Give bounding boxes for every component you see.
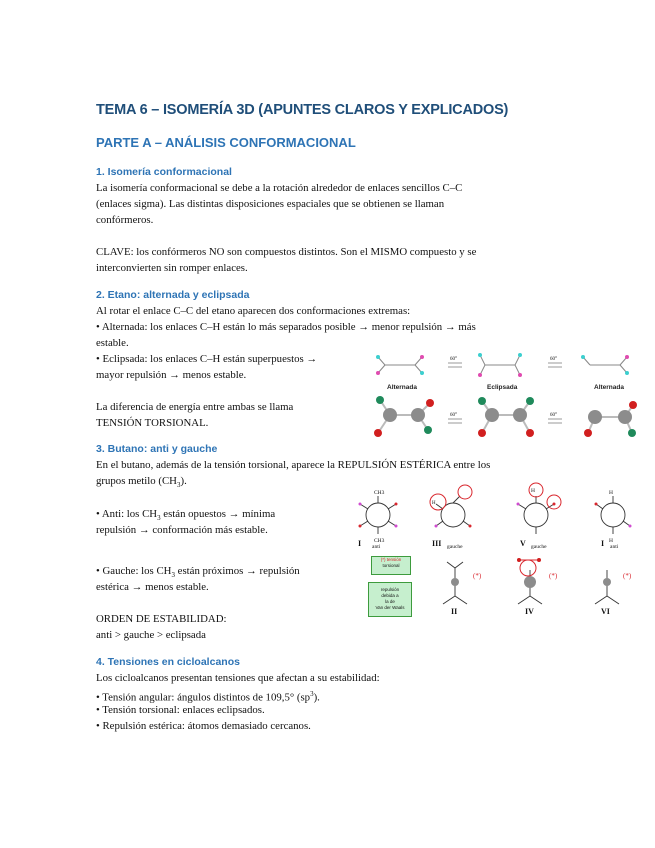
- bullet-esterica: • Repulsión estérica: átomos demasiado cercanos.: [96, 720, 311, 732]
- bullet-gauche: • Gauche: los $CH_3$ están próximos → repulsión: [96, 565, 300, 580]
- paragraph-line: TENSIÓN TORSIONAL.: [96, 417, 209, 429]
- paragraph-line: La isomería conformacional se debe a la rotación alrededor de enlaces sencillos C–C: [96, 182, 463, 194]
- legend-box-vdw: repulsión debida a la de Van der Waals: [368, 582, 412, 617]
- section-3-heading: 3. Butano: anti y gauche: [96, 443, 218, 455]
- atom-label: H: [609, 490, 613, 496]
- paragraph-line: Los cicloalcanos presentan tensiones que afectan a su estabilidad:: [96, 672, 380, 684]
- section-4-heading: 4. Tensiones en cicloalcanos: [96, 656, 240, 668]
- paragraph-line: confórmeros.: [96, 214, 154, 226]
- bullet-anti: • Anti: los $CH_3$ están opuestos → mínima: [96, 508, 276, 523]
- caption-eclipsada: Eclipsada: [487, 384, 518, 391]
- star-mark: (*): [473, 572, 482, 580]
- caption-alternada-1: Alternada: [387, 384, 417, 391]
- conformer-label: gauche: [447, 544, 463, 550]
- part-a-heading: PARTE A – ANÁLISIS CONFORMACIONAL: [96, 135, 356, 150]
- conformer-label: III: [432, 539, 442, 548]
- paragraph-line: estérica → menos estable.: [96, 581, 209, 593]
- bullet-torsional: • Tensión torsional: enlaces eclipsados.: [96, 704, 265, 716]
- paragraph-line: En el butano, además de la tensión torsional, aparece la REPULSIÓN ESTÉRICA entre los: [96, 459, 491, 471]
- rotation-label: 60°: [450, 357, 457, 362]
- document-title: TEMA 6 – ISOMERÍA 3D (APUNTES CLAROS Y EXPLICADOS): [96, 102, 509, 118]
- bullet-angular: • Tensión angular: ángulos distintos de 109,5° $(sp^3)$.: [96, 690, 320, 704]
- atom-label: H: [609, 538, 613, 544]
- butane-eclipsed-figure: [425, 556, 645, 618]
- atom-label: H: [531, 488, 535, 494]
- rotation-label: 60°: [550, 413, 557, 418]
- paragraph-line: Al rotar el enlace C–C del etano aparecen dos conformaciones extremas:: [96, 305, 411, 317]
- ethane-conformations-figure: [370, 345, 650, 443]
- conformer-label: I: [601, 539, 605, 548]
- paragraph-line: repulsión → conformación más estable.: [96, 524, 268, 536]
- conformer-label: gauche: [531, 544, 547, 550]
- paragraph-line: grupos metilo $(CH_3)$.: [96, 475, 187, 490]
- conformer-label: V: [520, 539, 526, 548]
- paragraph-line: (enlaces sigma). Las distintas disposiciones espaciales que se obtienen se llaman: [96, 198, 445, 210]
- paragraph-line: mayor repulsión → menos estable.: [96, 369, 247, 381]
- section-1-heading: 1. Isomería conformacional: [96, 166, 232, 178]
- stability-order-title: ORDEN DE ESTABILIDAD:: [96, 613, 227, 625]
- section-2-heading: 2. Etano: alternada y eclipsada: [96, 289, 250, 301]
- key-note-line: interconvierten sin romper enlaces.: [96, 262, 248, 274]
- conformer-label: I: [358, 539, 362, 548]
- stability-order: anti > gauche > eclipsada: [96, 629, 206, 641]
- caption-alternada-2: Alternada: [594, 384, 624, 391]
- conformer-label: IV: [525, 607, 534, 616]
- rotation-label: 60°: [450, 413, 457, 418]
- conformer-label: anti: [610, 544, 619, 550]
- atom-label: CH3: [374, 490, 385, 496]
- bullet-eclipsada: • Eclipsada: los enlaces C–H están superpuestos →: [96, 353, 318, 365]
- conformer-label: anti: [372, 544, 381, 550]
- conformer-label: VI: [601, 607, 610, 616]
- paragraph-line: La diferencia de energía entre ambas se llama: [96, 401, 294, 413]
- paragraph-line: estable.: [96, 337, 129, 349]
- atom-label: H: [432, 501, 436, 506]
- key-note-line: CLAVE: los confórmeros NO son compuestos distintos. Son el MISMO compuesto y se: [96, 246, 477, 258]
- butane-newman-figure: [348, 482, 648, 554]
- rotation-label: 60°: [550, 357, 557, 362]
- legend-box-torsional: (*) tensión torsional: [371, 556, 411, 575]
- bullet-alternada: • Alternada: los enlaces C–H están lo más separados posible → menor repulsión → más: [96, 321, 476, 333]
- conformer-label: II: [451, 607, 458, 616]
- star-mark: (*): [623, 572, 632, 580]
- atom-label: CH3: [374, 538, 385, 544]
- star-mark: (*): [549, 572, 558, 580]
